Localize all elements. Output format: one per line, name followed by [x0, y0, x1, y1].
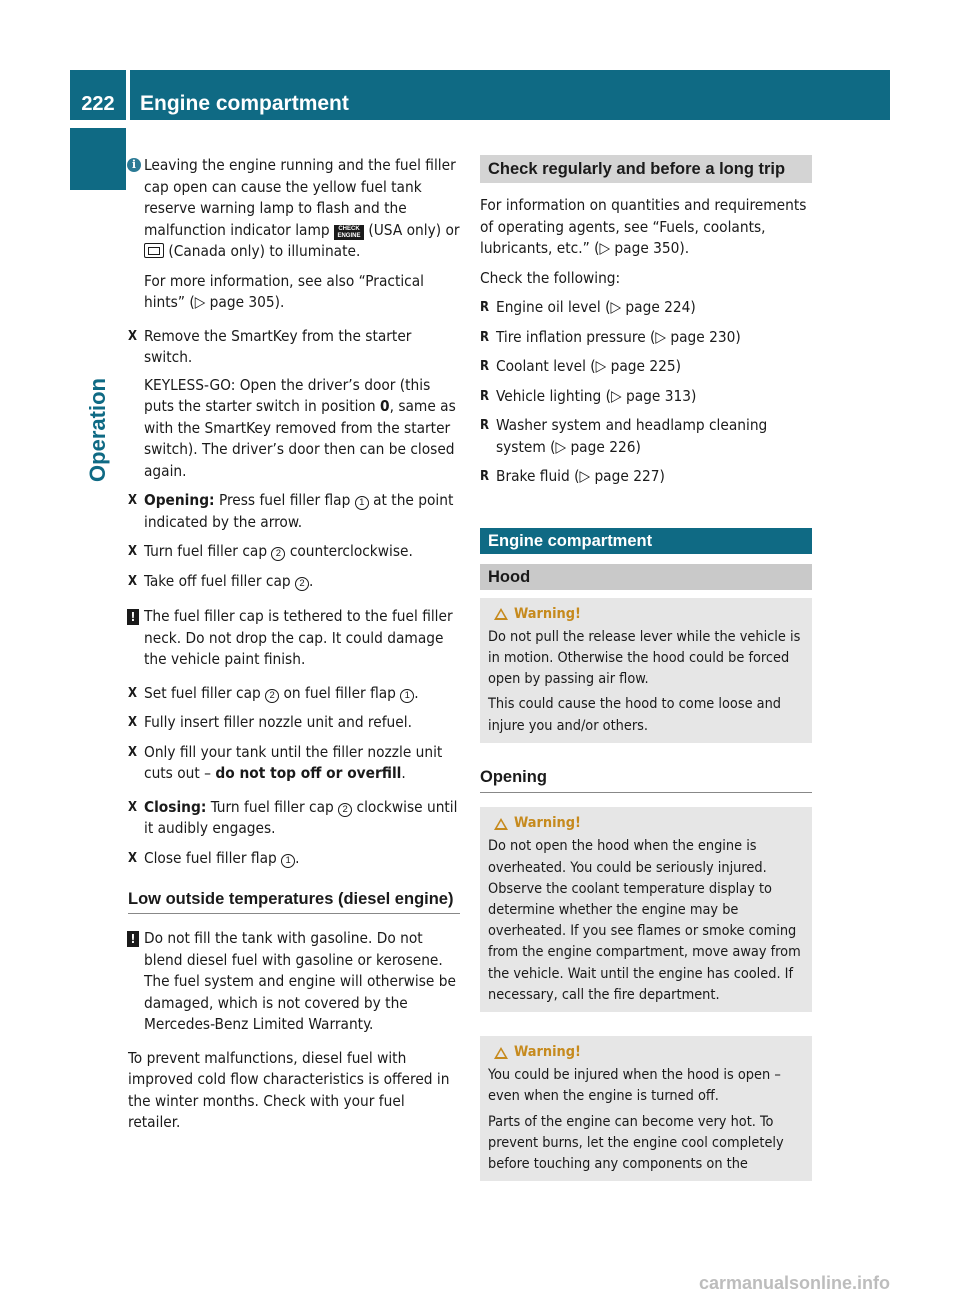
info-note-para-1: Leaving the engine running and the fuel filler cap open can cause the yellow fuel tank reserve warning lamp to flash and the malfunction indicator lamp CHECK ENGINE (USA only) or (Canada only) to illuminate.: [144, 156, 460, 260]
list-item: R Coolant level (▷ page 225): [480, 356, 812, 378]
list-item: R Vehicle lighting (▷ page 313): [480, 386, 812, 408]
check-engine-lamp-icon: CHECK ENGINE: [334, 225, 364, 240]
keyless-go-note: KEYLESS-GO: Open the driver’s door (this puts the starter switch in position 0, same as with the SmartKey removed from the starter switch). The driver’s door then can be closed again.: [144, 375, 456, 480]
caution-note-diesel: ! Do not fill the tank with gasoline. Do not blend diesel fuel with gasoline or kerosene. The fuel system and engine will otherwise be damaged, which is not covered by the Mercedes-Benz Limited Warranty.: [128, 928, 460, 1036]
list-item: R Engine oil level (▷ page 224): [480, 297, 812, 319]
side-section-label: Operation: [85, 378, 110, 482]
callout-2-icon: 2: [265, 689, 279, 703]
caution-note-cap: ! The fuel filler cap is tethered to the fuel filler neck. Do not drop the cap. It could damage the vehicle paint finish.: [128, 606, 460, 671]
list-item: R Washer system and headlamp cleaning system (▷ page 226): [480, 415, 812, 458]
info-note-para-2: For more information, see also “Practical hints” (▷ page 305).: [144, 271, 424, 311]
step-arrow-icon: X: [128, 328, 138, 344]
step-arrow-icon: X: [128, 744, 138, 760]
warning-triangle-icon: [494, 1047, 508, 1059]
info-icon: i: [127, 158, 141, 172]
step-turn-cap: X Turn fuel filler cap 2 counterclockwise.: [128, 541, 460, 563]
step-refuel: X Fully insert filler nozzle unit and refuel.: [128, 712, 460, 734]
step-take-off-cap: X Take off fuel filler cap 2 .: [128, 571, 460, 593]
opening-heading: Opening: [480, 767, 812, 794]
step-close-flap: X Close fuel filler flap 1 .: [128, 848, 460, 870]
engine-symbol-icon: [144, 243, 164, 258]
callout-1-icon: 1: [355, 496, 369, 510]
list-item: R Tire inflation pressure (▷ page 230): [480, 327, 812, 349]
step-fill-limit: X Only fill your tank until the filler nozzle unit cuts out – do not top off or overfill.: [128, 742, 443, 782]
callout-2-icon: 2: [338, 803, 352, 817]
check-list: [480, 297, 812, 488]
section-subheading: Low outside temperatures (diesel engine): [128, 889, 460, 914]
caution-icon: !: [127, 931, 139, 947]
step-set-cap: X Set fuel filler cap 2 on fuel filler flap 1 .: [128, 683, 460, 705]
header-divider: [126, 70, 130, 120]
warning-triangle-icon: [494, 818, 508, 830]
side-tab: [70, 128, 126, 190]
check-heading: Check regularly and before a long trip: [480, 155, 812, 183]
callout-1-icon: 1: [400, 689, 414, 703]
page-title: Engine compartment: [140, 92, 349, 115]
callout-2-icon: 2: [271, 547, 285, 561]
step-closing: X Closing: Turn fuel filler cap 2 clockwise until it audibly engages.: [128, 797, 458, 837]
list-item: R Brake fluid (▷ page 227): [480, 466, 812, 488]
warning-box-overheated: Warning! Do not open the hood when the engine is overheated. You could be seriously injured. Observe the coolant temperature display to determine whether the engine may be overheated. If you see flames or smoke coming from the engine compartment, move away from the vehicle. Wait until the engine has cooled. If necessary, call the fire department.: [480, 807, 812, 1012]
left-column: [128, 155, 460, 1134]
callout-1-icon: 1: [281, 854, 295, 868]
caution-icon: !: [127, 609, 139, 625]
step-arrow-icon: X: [128, 685, 138, 701]
watermark: carmanualsonline.info: [698, 1273, 890, 1293]
check-following: Check the following:: [480, 268, 621, 287]
right-column: [480, 155, 812, 1181]
warning-box-release-lever: Warning! Do not pull the release lever while the vehicle is in motion. Otherwise the hood could be forced open by passing air flow. This could cause the hood to come loose and injure you and/or others.: [480, 598, 812, 743]
diesel-paragraph: To prevent malfunctions, diesel fuel with improved cold flow characteristics is offered in the winter months. Check with your fuel retailer.: [128, 1048, 450, 1131]
callout-2-icon: 2: [295, 577, 309, 591]
step-opening: X Opening: Press fuel filler flap 1 at the point indicated by the arrow.: [128, 491, 454, 531]
step-arrow-icon: X: [128, 799, 138, 815]
step-arrow-icon: X: [128, 573, 138, 589]
step-arrow-icon: X: [128, 493, 138, 508]
step-arrow-icon: X: [128, 544, 138, 559]
info-note: [128, 155, 460, 314]
warning-box-hot-parts: Warning! You could be injured when the hood is open – even when the engine is turned off. Parts of the engine can become very hot. To prevent burns, let the engine cool completely before touching any components on the: [480, 1036, 812, 1181]
warning-triangle-icon: [494, 608, 508, 620]
step-arrow-icon: X: [128, 850, 138, 866]
step-arrow-icon: X: [128, 715, 138, 730]
page-number: 222: [81, 93, 115, 115]
step-remove-smartkey: X Remove the SmartKey from the starter switch. KEYLESS-GO: Open the driver’s door (this puts the starter switch in position 0, same as with the SmartKey removed from the starter switch). The driver’s door then can be closed again.: [128, 326, 460, 483]
hood-heading: Hood: [480, 564, 812, 590]
check-intro: For information on quantities and requirements of operating agents, see “Fuels, coolants, lubricants, etc.” (▷ page 350).: [480, 196, 807, 257]
section-heading: Engine compartment: [480, 528, 812, 554]
